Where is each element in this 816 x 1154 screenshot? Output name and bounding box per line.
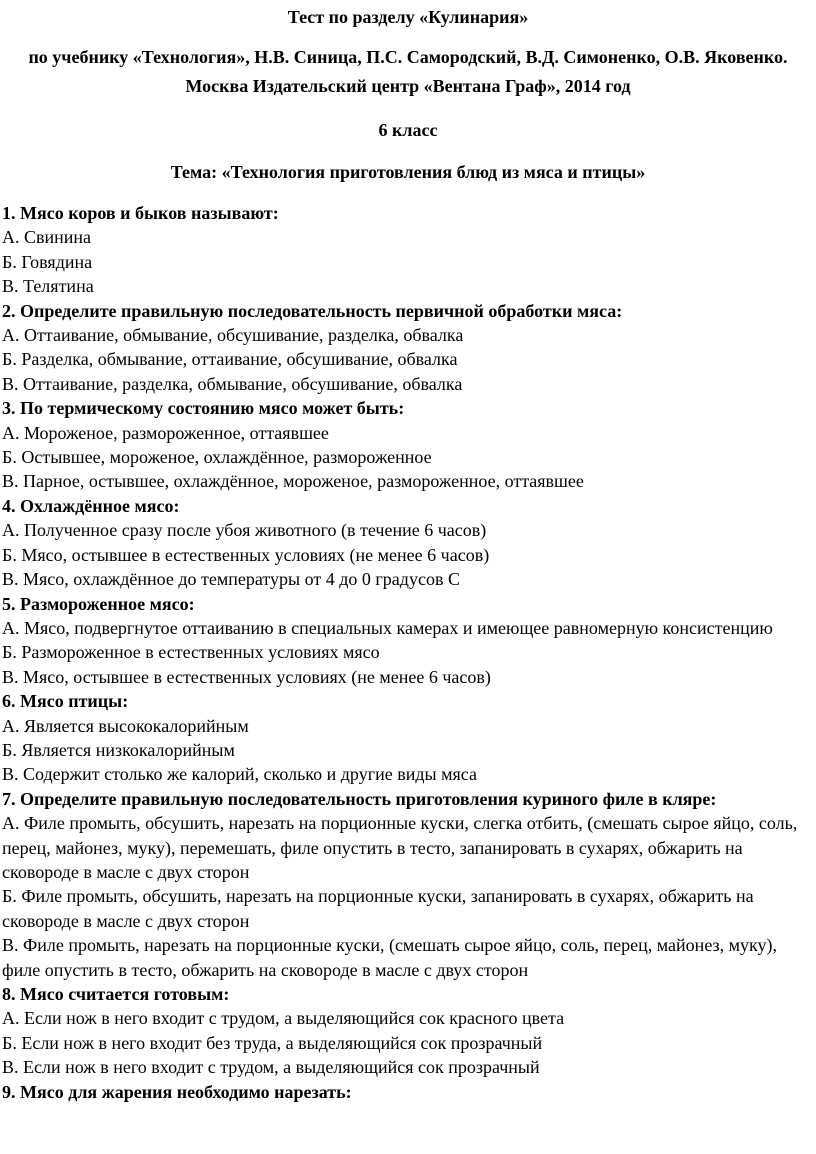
question-text: 4. Охлаждённое мясо: xyxy=(2,495,180,516)
answer-option: Б. Остывшее, мороженое, охлаждённое, размороженное xyxy=(2,447,432,468)
answer-option: А. Является высококалорийным xyxy=(2,715,249,736)
answer-option: Б. Если нож в него входит без труда, а выделяющийся сок прозрачный xyxy=(2,1032,543,1053)
question-text: 5. Размороженное мясо: xyxy=(2,593,195,614)
question-block xyxy=(2,494,812,592)
answer-option: Б. Разделка, обмывание, оттаивание, обсушивание, обвалка xyxy=(2,349,458,370)
answer-option: В. Парное, остывшее, охлаждённое, мороженое, размороженное, оттаявшее xyxy=(2,471,584,492)
question-block xyxy=(2,592,812,690)
question-text: 7. Определите правильную последовательность приготовления куриного филе в кляре: xyxy=(2,788,717,809)
question-block xyxy=(2,1080,812,1104)
document-title: Тест по разделу «Кулинария» xyxy=(287,7,529,27)
question-block xyxy=(2,689,812,787)
answer-option: А. Оттаивание, обмывание, обсушивание, разделка, обвалка xyxy=(2,325,464,346)
answer-option: В. Если нож в него входит с трудом, а выделяющийся сок прозрачный xyxy=(2,1057,540,1078)
question-text: 6. Мясо птицы: xyxy=(2,691,129,712)
answer-option: А. Мороженое, размороженное, оттаявшее xyxy=(2,422,329,443)
answer-option: А. Филе промыть, обсушить, нарезать на порционные куски, слегка отбить, (смешать сырое яйцо, соль, перец, майонез, муку), перемешать, филе опустить в тесто, запанировать в сухарях, обжарить на сковороде в масле с двух сторон xyxy=(2,813,798,882)
answer-option: Б. Говядина xyxy=(2,251,93,272)
question-block xyxy=(2,787,812,982)
answer-option: В. Телятина xyxy=(2,276,94,297)
question-block xyxy=(2,201,812,299)
answer-option: А. Мясо, подвергнутое оттаиванию в специальных камерах и имеющее равномерную консистенцию xyxy=(2,617,773,638)
question-text: 1. Мясо коров и быков называют: xyxy=(2,203,279,223)
answer-option: Б. Является низкокалорийным xyxy=(2,739,235,760)
answer-option: В. Мясо, охлаждённое до температуры от 4 до 0 градусов С xyxy=(2,569,460,590)
textbook-reference: по учебнику «Технология», Н.В. Синица, П.С. Самородский, В.Д. Симоненко, О.В. Яковенко. Москва Издательский центр «Вентана Граф», 2014 год xyxy=(28,47,788,96)
topic-heading: Тема: «Технология приготовления блюд из мяса и птицы» xyxy=(170,162,646,182)
answer-option: Б. Размороженное в естественных условиях мясо xyxy=(2,642,380,663)
question-block xyxy=(2,299,812,397)
question-text: 3. По термическому состоянию мясо может быть: xyxy=(2,398,405,419)
answer-option: А. Полученное сразу после убоя животного (в течение 6 часов) xyxy=(2,520,487,541)
answer-option: В. Филе промыть, нарезать на порционные куски, (смешать сырое яйцо, соль, перец, майонез, муку), филе опустить в тесто, обжарить на сковороде в масле с двух сторон xyxy=(2,935,778,980)
question-text: 8. Мясо считается готовым: xyxy=(2,984,230,1004)
answer-option: В. Содержит столько же калорий, сколько и другие виды мяса xyxy=(2,764,477,785)
question-list xyxy=(2,201,812,1104)
answer-option: Б. Филе промыть, обсушить, нарезать на порционные куски, запанировать в сухарях, обжарить на сковороде в масле с двух сторон xyxy=(2,886,754,931)
question-text: 9. Мясо для жарения необходимо нарезать: xyxy=(2,1081,352,1102)
question-block xyxy=(2,982,812,1080)
answer-option: В. Оттаивание, разделка, обмывание, обсушивание, обвалка xyxy=(2,373,463,394)
grade-label: 6 класс xyxy=(378,120,438,140)
question-block xyxy=(2,396,812,494)
question-text: 2. Определите правильную последовательность первичной обработки мяса: xyxy=(2,300,623,321)
answer-option: В. Мясо, остывшее в естественных условиях (не менее 6 часов) xyxy=(2,666,491,687)
answer-option: А. Свинина xyxy=(2,227,92,248)
answer-option: Б. Мясо, остывшее в естественных условиях (не менее 6 часов) xyxy=(2,544,490,565)
answer-option: А. Если нож в него входит с трудом, а выделяющийся сок красного цвета xyxy=(2,1008,565,1029)
